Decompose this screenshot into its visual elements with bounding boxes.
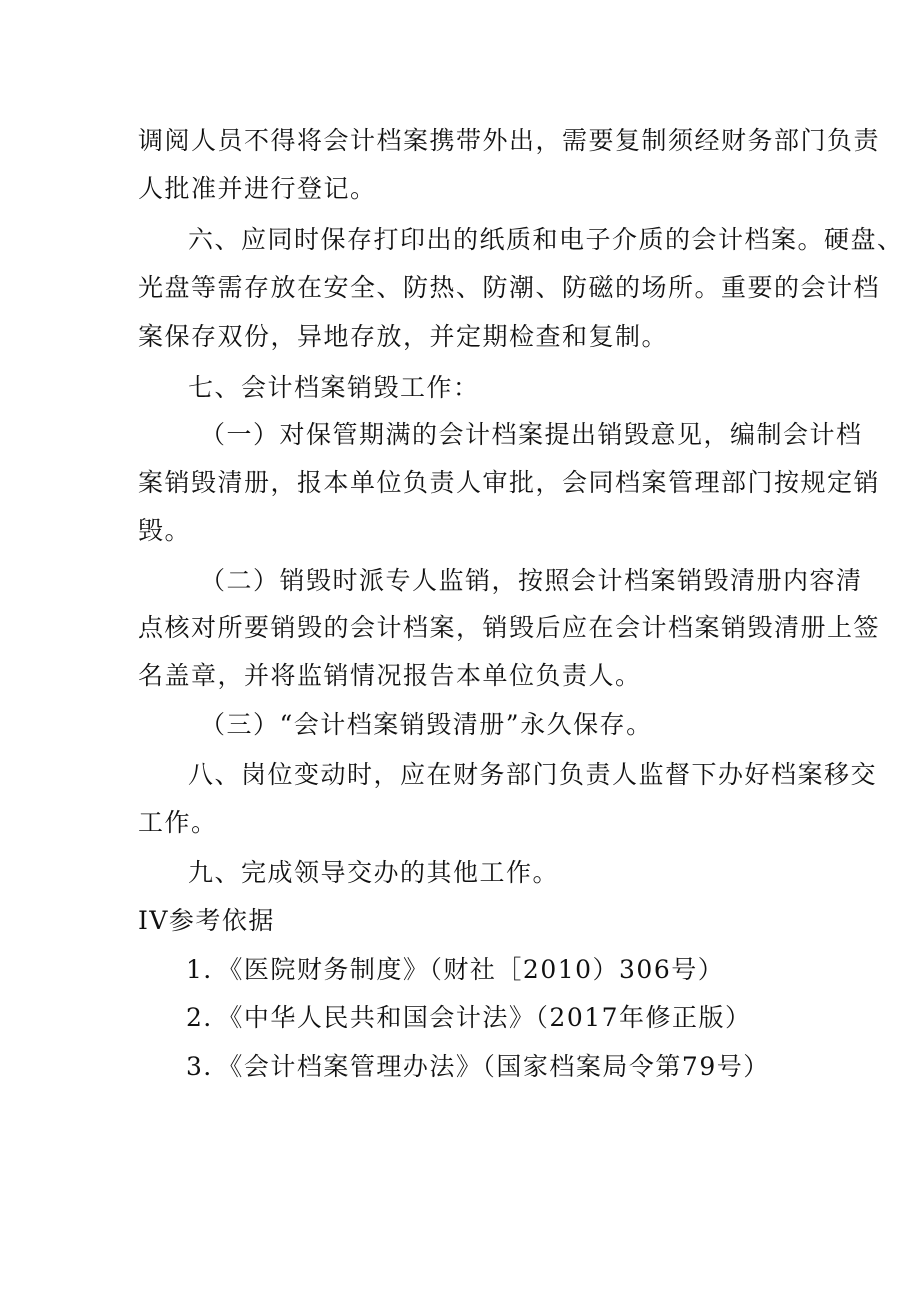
text-line: 八、岗位变动时，应在财务部门负责人监督下办好档案移交 bbox=[188, 760, 878, 789]
reference-item: 3．《会计档案管理办法》（国家档案局令第79号） bbox=[186, 1052, 770, 1081]
section-heading: 七、会计档案销毁工作： bbox=[188, 373, 480, 402]
reference-item: 1．《医院财务制度》（财社［2010）306号） bbox=[186, 955, 725, 984]
text-line: 毁。 bbox=[138, 516, 192, 545]
text-line: 案保存双份，异地存放，并定期检查和复制。 bbox=[138, 322, 669, 351]
text-line: 调阅人员不得将会计档案携带外出，需要复制须经财务部门负责 bbox=[138, 126, 881, 155]
text-line: （二）销毁时派专人监销，按照会计档案销毁清册内容清 bbox=[200, 566, 863, 595]
text-line: （三）“会计档案销毁清册”永久保存。 bbox=[200, 710, 653, 739]
text-line: 人批准并进行登记。 bbox=[138, 174, 377, 203]
text-line: 光盘等需存放在安全、防热、防潮、防磁的场所。重要的会计档 bbox=[138, 273, 881, 302]
text-line: （一）对保管期满的会计档案提出销毁意见，编制会计档 bbox=[200, 420, 863, 449]
text-line: 名盖章，并将监销情况报告本单位负责人。 bbox=[138, 661, 642, 690]
text-line: 九、完成领导交办的其他工作。 bbox=[188, 858, 560, 887]
reference-item: 2．《中华人民共和国会计法》（2017年修正版） bbox=[186, 1003, 752, 1032]
text-line: 案销毁清册，报本单位负责人审批，会同档案管理部门按规定销 bbox=[138, 468, 881, 497]
text-line: 工作。 bbox=[138, 808, 218, 837]
section-heading: IV参考依据 bbox=[138, 906, 275, 935]
text-line: 六、应同时保存打印出的纸质和电子介质的会计档案。硬盘、 bbox=[188, 225, 904, 254]
text-line: 点核对所要销毁的会计档案，销毁后应在会计档案销毁清册上签 bbox=[138, 613, 881, 642]
